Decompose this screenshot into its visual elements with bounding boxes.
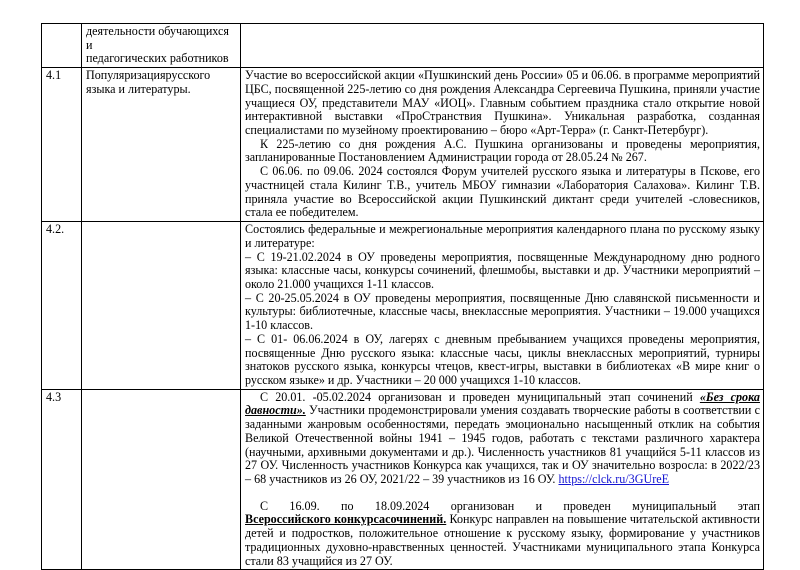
paragraph-text-tail: Конкурс направлен на повышение читательской активности детей и подростков, положительное отношение к русскому языку, формирование у участников традиционных духовно-нравственных ценностей. Участниками муниципального этапа Конкурса стали 83 учащийся из 27 ОУ. [245,512,760,568]
paragraph: К 225-летию со дня рождения А.С. Пушкина организованы и проведены мероприятия, запланированные Постановлением Администрации города от 28.05.24 № 267. [245,136,760,165]
paragraph: Участие во всероссийской акции «Пушкинский день России» 05 и 06.06. в программе мероприятий ЦБС, посвященной 225-летию со дня рождения Александра Сергеевича Пушкина, приняли участие учащиеся ОУ, представители МАУ «ИОЦ». Главным событием праздника стало открытие новой интерактивной выставки «ПроСтранствия Пушкина». Уникальная разработка, созданная специалистами по музейному проектированию – бюро «Арт-Терра» (г. Санкт-Петербург). [245,68,760,138]
row-content-cell [241,24,764,68]
paragraph: Состоялись федеральные и межрегиональные мероприятия календарного плана по русскому языку и литературе: [245,222,760,250]
topic-word-1: Популяризация [86,68,166,83]
contest-name-emphasis: «Без срока давности». [245,389,760,418]
contest-name-emphasis-line1: Всероссийского конкурса [245,512,386,527]
paragraph-vseros-konkurs [245,500,760,569]
row-topic-cell [82,222,241,390]
row-number-cell: 4.3 [42,389,82,570]
row-content-cell [241,68,764,222]
row-content-cell [241,389,764,570]
row-topic-cell [82,389,241,570]
contest-name-emphasis-line2: сочинений. [385,512,447,527]
paragraph: С 06.06. по 09.06. 2024 состоялся Форум учителей русского языка и литературы в Пскове, его участницей стала Килинг Т.В., учитель МБОУ гимназии «Лаборатория Салахова». Килинг Т.В. приняла участие во Всероссийской акции Пушкинский диктант среди учителей -словесников, стала ее победителем. [245,164,760,220]
paragraph-konkurs-bez-sroka [245,391,760,487]
paragraph-text-tail: Участники продемонстрировали умения создавать творческие работы в соответствии с заданными жанровым особенностями, передать эмоционально насыщенный отклик на события Великой Отечественной войны 1941 – 1945 годов, работать с текстами различного характера (научными, архивными документами и др.). Численность участников 81 учащийся 5-11 классов из 27 ОУ. Численность участников Конкурса как учащихся, так и ОУ значительно возросла: в 2022/23 – 68 участников из 26 ОУ, 2021/22 – 39 участников из 16 ОУ. [245,403,760,486]
topic-line: деятельности обучающихся и [86,24,229,52]
paragraph: – С 20-25.05.2024 в ОУ проведены мероприятия, посвященные Дню славянской письменности и культуры: библиотечные, классные часы, внеклассные мероприятия. Участники – 19.000 учащихся 1-10 классов. [245,290,760,333]
table-row [42,389,764,570]
paragraph: – С 19-21.02.2024 в ОУ проведены мероприятия, посвященные Международному дню родного языка: классные часы, конкурсы сочинений, флешмобы, выставки и др. Участники мероприятий – около 21.000 учащихся 1-11 классов. [245,249,760,291]
topic-word-2: русского [165,68,211,83]
paragraph: – С 01- 06.06.2024 в ОУ, лагерях с дневным пребыванием учащихся проведены мероприятия, посвященные Дню русского языка: классные часы, циклы внеклассных мероприятий, турниры знатоков русского языка, конкурсы чтецов, квест-игры, выставки в библиотеках «В мире книг о русском языке» и др. Участники – 20 000 учащихся 1-10 классов. [245,331,760,387]
paragraph-text-lead: С 20.01. -05.02.2024 организован и проведен муниципальный этап сочинений [260,389,700,404]
topic-line: педагогических работников [86,51,229,66]
row-topic-cell [82,24,241,68]
row-number-cell: 4.2. [42,222,82,390]
row-content-cell [241,222,764,390]
table-row [42,24,764,68]
row-topic-cell [82,68,241,222]
paragraph-text-lead: С 16.09. по 18.09.2024 организован и проведен муниципальный этап [260,498,760,513]
row-number-cell: 4.1 [42,68,82,222]
external-link[interactable]: https://clck.ru/3GUreE [558,472,669,486]
report-table [41,23,764,570]
topic-line-stretched [86,69,237,83]
table-row [42,68,764,222]
topic-line-2: языка и литературы. [86,81,191,96]
row-number-cell [42,24,82,68]
table-row [42,222,764,390]
